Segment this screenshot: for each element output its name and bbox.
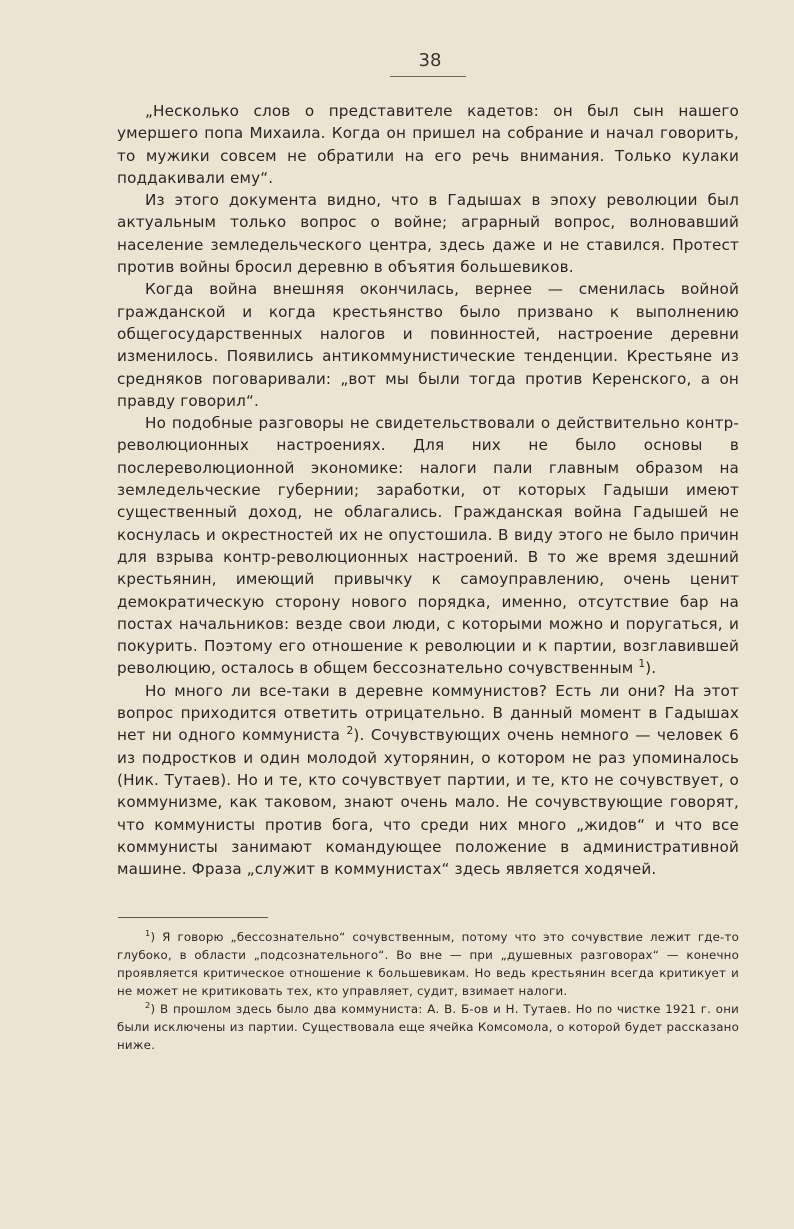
paragraph-text: ).: [645, 659, 657, 678]
footnote-mark: 1: [145, 928, 151, 939]
footnote-text: ) Я говорю „бессознательно“ сочувственным, потому что это сочувствие лежит где-то глубоко, в области „подсознательного“. Во вне — при „душевных разговорах“ — конечно проявляется критическое отношение к большевикам. Но ведь крестьянин всегда критикует и не может не критиковать тех, кто управляет, судит, взимает налоги.: [117, 930, 739, 998]
footnote-text: ) В прошлом здесь было два коммуниста: А. В. Б-ов и Н. Тутаев. Но по чистке 1921 г. они были исключены из партии. Существовала еще ячейка Комсомола, о которой будет рассказано ниже.: [117, 1002, 739, 1052]
paragraph-text: Но подобные разговоры не свидетельствовали о действительно контр-революционных настроениях. Для них не было основы в послереволюционной экономике: налоги пали главным образом на земледельческие губернии; заработки, от которых Гадыши имеют существенный доход, не облагались. Гражданская война Гадышей не коснулась и окрестностей их не опустошила. В виду этого не было причин для взрыва контр-революционных настроений. В то же время здешний крестьянин, имеющий привычку к самоуправлению, очень ценит демократическую сторону нового порядка, именно, отсутствие бар на постах начальников: везде свои люди, с которыми можно и поругаться, и покурить. Поэтому его отношение к революции и к партии, возглавившей революцию, осталось в общем бессознательно сочувственным: [117, 414, 739, 678]
main-text: [117, 100, 739, 880]
footnote-ref: 2: [346, 724, 354, 738]
paragraph: Когда война внешняя окончилась, вернее — сменилась войной гражданской и когда крестьянство было призвано к выполнению общегосударственных налогов и повинностей, настроение деревни изменилось. Появились антикоммунистические тенденции. Крестьяне из средняков поговаривали: „вот мы были тогда против Керенского, а он правду говорил“.: [117, 280, 739, 410]
footnote-divider: [118, 917, 268, 918]
paragraph-text: Но много ли все-таки в деревне коммунистов? Есть ли они? На этот вопрос приходится ответить отрицательно. В данный момент в Гадышах нет ни одного коммуниста: [117, 681, 739, 745]
footnote-mark: 2: [145, 1000, 151, 1011]
paragraph: [117, 412, 739, 680]
paragraph: [117, 680, 739, 881]
paragraph: „Несколько слов о представителе кадетов: он был сын нашего умершего попа Михаила. Когда он пришел на собрание и начал говорить, то мужики совсем не обратили на его речь внимания. Только кулаки поддакивали ему“.: [117, 102, 739, 187]
paragraph-text: ). Сочувствующих очень немного — человек 6 из подростков и один молодой хуторянин, о котором не раз упоминалось (Ник. Тутаев). Но и те, кто сочувствует партии, и те, кто не сочувствует, о коммунизме, как таковом, знают очень мало. Не сочувствующие говорят, что коммунисты против бога, что среди них много „жидов“ и что все коммунисты занимают командующее положение в административной машине. Фраза „служит в коммунистах“ здесь является ходячей.: [117, 726, 739, 879]
page-number: 38: [418, 50, 442, 71]
header-rule: [390, 76, 466, 77]
footnote: [117, 928, 739, 1000]
footnotes: [117, 928, 739, 1054]
footnote-ref: 1: [638, 657, 646, 671]
paragraph: Из этого документа видно, что в Гадышах в эпоху революции был актуальным только вопрос о войне; аграрный вопрос, волновавший население земледельческого центра, здесь даже и не ставился. Протест против войны бросил деревню в объятия большевиков.: [117, 191, 739, 277]
footnote: [117, 1000, 739, 1054]
